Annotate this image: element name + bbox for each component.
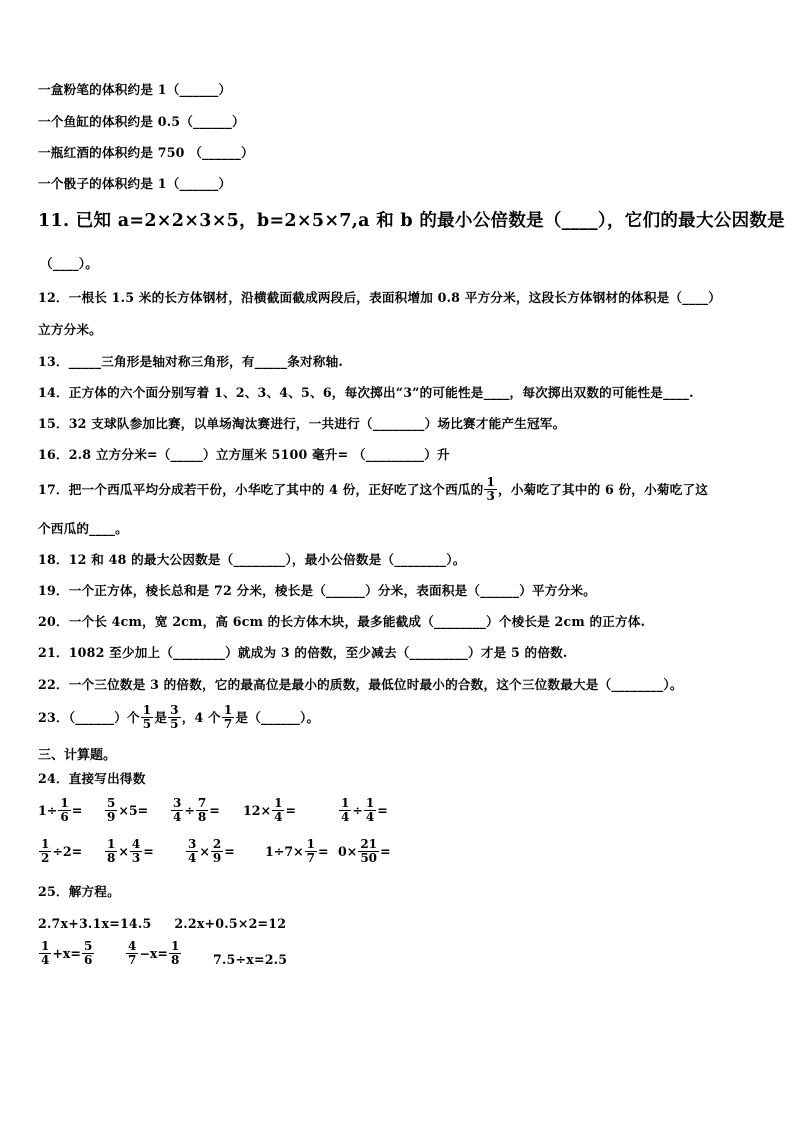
fraction-numerator: 1 bbox=[365, 796, 375, 810]
section-heading-calc: 三、计算题。 bbox=[38, 748, 117, 763]
calc-prefix: 1÷7× bbox=[265, 844, 304, 859]
fraction-denominator: 7 bbox=[306, 851, 315, 865]
calc-item bbox=[104, 797, 148, 824]
calc-item bbox=[185, 838, 235, 865]
fraction bbox=[105, 797, 117, 824]
fraction-denominator: 6 bbox=[83, 953, 93, 967]
fraction-numerator: 1 bbox=[41, 837, 50, 851]
calc-item bbox=[265, 838, 329, 865]
equation-operator: +x= bbox=[52, 946, 81, 961]
calc-suffix: ÷2= bbox=[52, 844, 83, 859]
fraction-denominator: 3 bbox=[131, 851, 141, 865]
question-17-line2: 个西瓜的____。 bbox=[38, 521, 128, 536]
fraction bbox=[305, 838, 317, 865]
fraction bbox=[358, 838, 379, 865]
question-23 bbox=[38, 704, 319, 731]
fraction bbox=[58, 797, 70, 824]
fraction-denominator: 9 bbox=[107, 810, 116, 824]
calc-suffix: = bbox=[380, 844, 391, 859]
question-12-line2: 立方分米。 bbox=[38, 322, 102, 337]
fraction bbox=[364, 797, 376, 824]
calc-item bbox=[38, 797, 82, 824]
fraction-numerator: 1 bbox=[274, 796, 283, 810]
calc-prefix: 0× bbox=[338, 844, 358, 859]
question-18: 18．12 和 48 的最大公因数是（________），最小公倍数是（________）。 bbox=[38, 552, 466, 567]
fraction-numerator: 3 bbox=[173, 796, 182, 810]
fill-item-chalk: 一盒粉笔的体积约是 1（______） bbox=[38, 82, 232, 97]
fraction-denominator: 4 bbox=[173, 810, 182, 824]
fraction-numerator: 1 bbox=[107, 837, 116, 851]
question-15: 15．32 支球队参加比赛，以单场淘汰赛进行，一共进行（________）场比赛才能产生冠军。 bbox=[38, 416, 566, 431]
fraction-denominator: 5 bbox=[142, 717, 152, 731]
question-11-line1: 11. 已知 a=2×2×3×5，b=2×5×7,a 和 b 的最小公倍数是（____），它们的最大公因数是 bbox=[38, 211, 785, 231]
equation-line-1: 2.7x+3.1x=14.5 2.2x+0.5×2=12 bbox=[38, 916, 287, 931]
fraction-numerator: 5 bbox=[107, 796, 116, 810]
calc-item bbox=[243, 797, 296, 824]
fraction-numerator: 1 bbox=[306, 837, 315, 851]
fraction-numerator: 5 bbox=[83, 939, 93, 953]
fraction-denominator: 4 bbox=[341, 810, 350, 824]
fraction-1-7 bbox=[222, 704, 235, 731]
fraction bbox=[211, 838, 223, 865]
equation-item bbox=[125, 940, 182, 967]
fraction bbox=[105, 838, 117, 865]
equation-operator: −x= bbox=[139, 946, 168, 961]
fraction-denominator: 7 bbox=[128, 953, 137, 967]
calc-suffix: ×5= bbox=[118, 803, 149, 818]
calc-prefix: 12× bbox=[243, 803, 272, 818]
fraction-numerator: 1 bbox=[341, 796, 350, 810]
fraction bbox=[39, 838, 51, 865]
calc-suffix: = bbox=[71, 803, 83, 818]
fraction-denominator: 8 bbox=[170, 953, 180, 967]
calc-item bbox=[338, 797, 388, 824]
fraction-denominator: 7 bbox=[223, 717, 233, 731]
equation-item-last: 7.5÷x=2.5 bbox=[213, 952, 288, 967]
fraction-denominator: 8 bbox=[107, 851, 116, 865]
question-13: 13．_____三角形是轴对称三角形，有_____条对称轴. bbox=[38, 354, 343, 369]
question-25-title: 25．解方程。 bbox=[38, 884, 120, 899]
fraction-numerator: 1 bbox=[486, 475, 496, 489]
fraction-denominator: 8 bbox=[197, 810, 207, 824]
fraction-denominator: 3 bbox=[486, 489, 496, 503]
calc-operator: × bbox=[118, 844, 129, 859]
fraction-numerator: 7 bbox=[197, 796, 207, 810]
equation-item bbox=[38, 940, 95, 967]
calc-item bbox=[338, 838, 391, 865]
fraction-denominator: 6 bbox=[60, 810, 69, 824]
calc-item bbox=[104, 838, 154, 865]
fill-item-dice: 一个骰子的体积约是 1（______） bbox=[38, 176, 232, 191]
fraction bbox=[186, 838, 198, 865]
calc-prefix: 1÷ bbox=[38, 803, 58, 818]
fraction-numerator: 1 bbox=[223, 703, 233, 717]
calc-suffix: = bbox=[318, 844, 329, 859]
question-23-text-d: 是（______）。 bbox=[235, 709, 320, 725]
question-20: 20．一个长 4cm，宽 2cm，高 6cm 的长方体木块，最多能截成（________）个棱长是 2cm 的正方体. bbox=[38, 614, 646, 629]
fraction-numerator: 3 bbox=[170, 703, 179, 717]
calc-suffix: = bbox=[143, 844, 154, 859]
fraction bbox=[196, 797, 208, 824]
calc-operator: ÷ bbox=[184, 803, 195, 818]
fraction-numerator: 3 bbox=[188, 837, 197, 851]
calc-operator: × bbox=[199, 844, 210, 859]
fraction-numerator: 4 bbox=[131, 837, 141, 851]
fraction-3-5 bbox=[168, 704, 181, 731]
fill-item-fishtank: 一个鱼缸的体积约是 0.5（______） bbox=[38, 114, 245, 129]
fraction-numerator: 1 bbox=[60, 796, 69, 810]
fraction bbox=[82, 940, 94, 967]
calc-suffix: = bbox=[224, 844, 235, 859]
fraction-one-third bbox=[484, 476, 497, 503]
question-21: 21．1082 至少加上（________）就成为 3 的倍数，至少减去（_________）才是 5 的倍数. bbox=[38, 645, 568, 660]
fraction-1-5 bbox=[141, 704, 154, 731]
question-23-text-a: 23．（______）个 bbox=[38, 709, 140, 725]
calc-suffix: = bbox=[377, 803, 388, 818]
question-16: 16．2.8 立方分米=（_____）立方厘米 5100 毫升= （_________）升 bbox=[38, 447, 450, 462]
question-17-text-b: ，小菊吃了其中的 6 份，小菊吃了这 bbox=[498, 481, 709, 497]
fraction bbox=[272, 797, 284, 824]
fraction-numerator: 21 bbox=[360, 837, 378, 851]
calc-item bbox=[38, 838, 82, 865]
calc-suffix: = bbox=[285, 803, 296, 818]
fraction-denominator: 4 bbox=[41, 953, 50, 967]
fraction-numerator: 4 bbox=[128, 939, 137, 953]
fraction-denominator: 50 bbox=[360, 851, 378, 865]
question-23-text-c: ，4 个 bbox=[181, 709, 221, 725]
fill-item-wine: 一瓶红酒的体积约是 750 （______） bbox=[38, 145, 254, 160]
fraction bbox=[169, 940, 181, 967]
calc-operator: ÷ bbox=[352, 803, 363, 818]
fraction bbox=[171, 797, 183, 824]
fraction-denominator: 4 bbox=[365, 810, 375, 824]
fraction-denominator: 4 bbox=[274, 810, 283, 824]
question-22: 22．一个三位数是 3 的倍数，它的最高位是最小的质数，最低位时最小的合数，这个三位数最大是（________）。 bbox=[38, 677, 683, 692]
fraction-numerator: 1 bbox=[41, 939, 50, 953]
question-19: 19．一个正方体，棱长总和是 72 分米，棱长是（______）分米，表面积是（______）平方分米。 bbox=[38, 583, 596, 598]
fraction-numerator: 1 bbox=[170, 939, 180, 953]
question-17-text-a: 17．把一个西瓜平均分成若干份，小华吃了其中的 4 份，正好吃了这个西瓜的 bbox=[38, 481, 484, 497]
fraction bbox=[39, 940, 51, 967]
fraction bbox=[126, 940, 138, 967]
question-24-title: 24．直接写出得数 bbox=[38, 771, 146, 786]
question-14: 14．正方体的六个面分别写着 1、2、3、4、5、6，每次掷出“3”的可能性是____，每次掷出双数的可能性是____. bbox=[38, 385, 694, 400]
fraction-denominator: 4 bbox=[188, 851, 197, 865]
question-11-line2: （____）。 bbox=[40, 256, 99, 271]
fraction-denominator: 2 bbox=[41, 851, 50, 865]
fraction bbox=[130, 838, 142, 865]
question-23-text-b: 是 bbox=[154, 709, 168, 725]
calc-item bbox=[170, 797, 220, 824]
calc-suffix: = bbox=[209, 803, 220, 818]
fraction-denominator: 9 bbox=[212, 851, 222, 865]
fraction-denominator: 5 bbox=[170, 717, 179, 731]
question-12-line1: 12．一根长 1.5 米的长方体钢材，沿横截面截成两段后，表面积增加 0.8 平方分米，这段长方体钢材的体积是（____） bbox=[38, 290, 721, 305]
fraction-numerator: 2 bbox=[212, 837, 222, 851]
fraction-numerator: 1 bbox=[142, 703, 152, 717]
fraction bbox=[339, 797, 351, 824]
question-17-line1 bbox=[38, 476, 708, 503]
